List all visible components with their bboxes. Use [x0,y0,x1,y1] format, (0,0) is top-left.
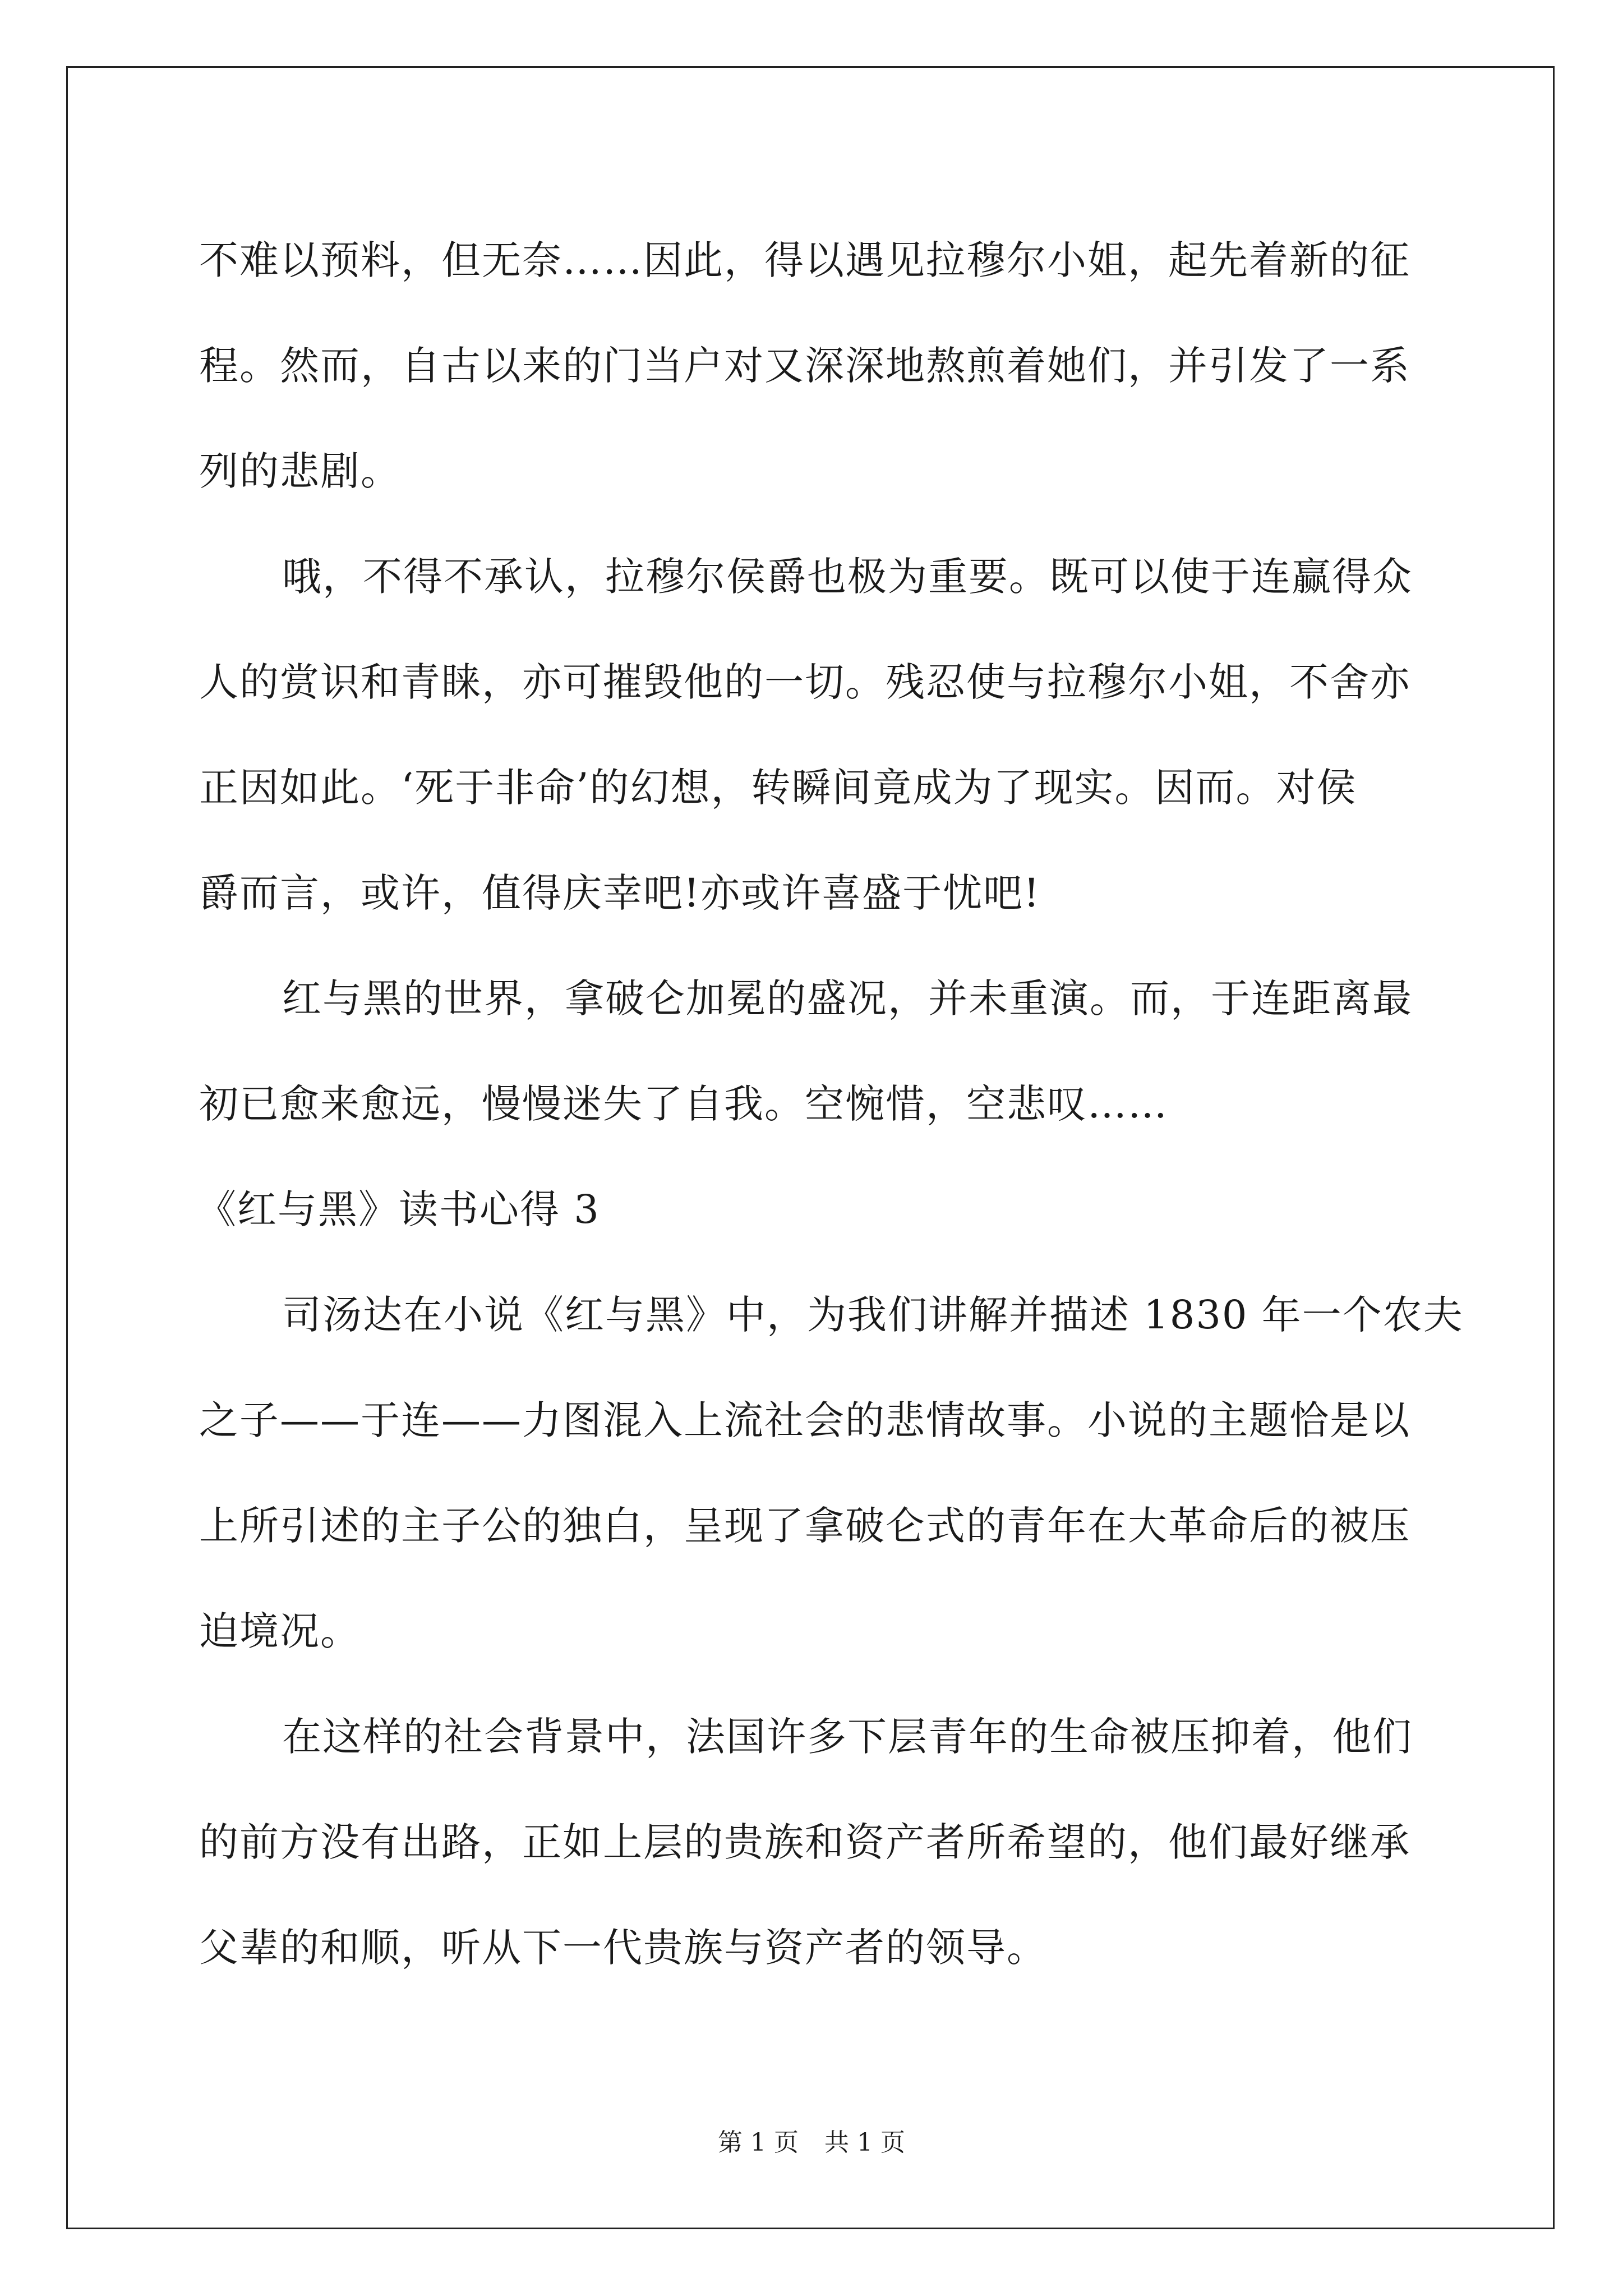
page-footer [0,2126,1623,2160]
paragraph-start-line: 哦，不得不承认，拉穆尔侯爵也极为重要。既可以使于连赢得众 [282,554,1413,600]
text-line: 程。然而，自古以来的门当户对又深深地熬煎着她们，并引发了一系 [199,343,1410,389]
text-line: 的前方没有出路，正如上层的贵族和资产者所希望的，他们最好继承 [199,1819,1410,1865]
text-line: 正因如此。‘死于非命’的幻想，转瞬间竟成为了现实。因而。对侯 [199,765,1357,811]
page-total: 共 1 页 [824,2128,905,2157]
text-line: 不难以预料，但无奈……因此，得以遇见拉穆尔小姐，起先着新的征 [199,237,1410,283]
text-line: 上所引述的主子公的独白，呈现了拿破仑式的青年在大革命后的被压 [199,1503,1410,1549]
text-line: 之子——于连——力图混入上流社会的悲情故事。小说的主题恰是以 [199,1397,1410,1443]
document-body [197,208,1464,2000]
text-line: 初已愈来愈远，慢慢迷失了自我。空惋惜，空悲叹…… [199,1081,1168,1127]
section-heading: 《红与黑》读书心得 3 [197,1186,600,1232]
page-number: 第 1 页 [718,2128,799,2157]
text-line: 列的悲剧。 [199,448,401,494]
text-line: 爵而言，或许，值得庆幸吧!亦或许喜盛于忧吧! [199,870,1041,916]
text-line: 人的赏识和青睐，亦可摧毁他的一切。残忍使与拉穆尔小姐，不舍亦 [199,659,1410,705]
paragraph-start-line: 红与黑的世界，拿破仑加冕的盛况，并未重演。而，于连距离最 [282,976,1413,1022]
paragraph-start-line: 司汤达在小说《红与黑》中，为我们讲解并描述 1830 年一个农夫 [282,1292,1464,1338]
text-line: 父辈的和顺，听从下一代贵族与资产者的领导。 [199,1925,1047,1971]
paragraph-start-line: 在这样的社会背景中，法国许多下层青年的生命被压抑着，他们 [282,1714,1413,1760]
text-line: 迫境况。 [199,1608,361,1654]
